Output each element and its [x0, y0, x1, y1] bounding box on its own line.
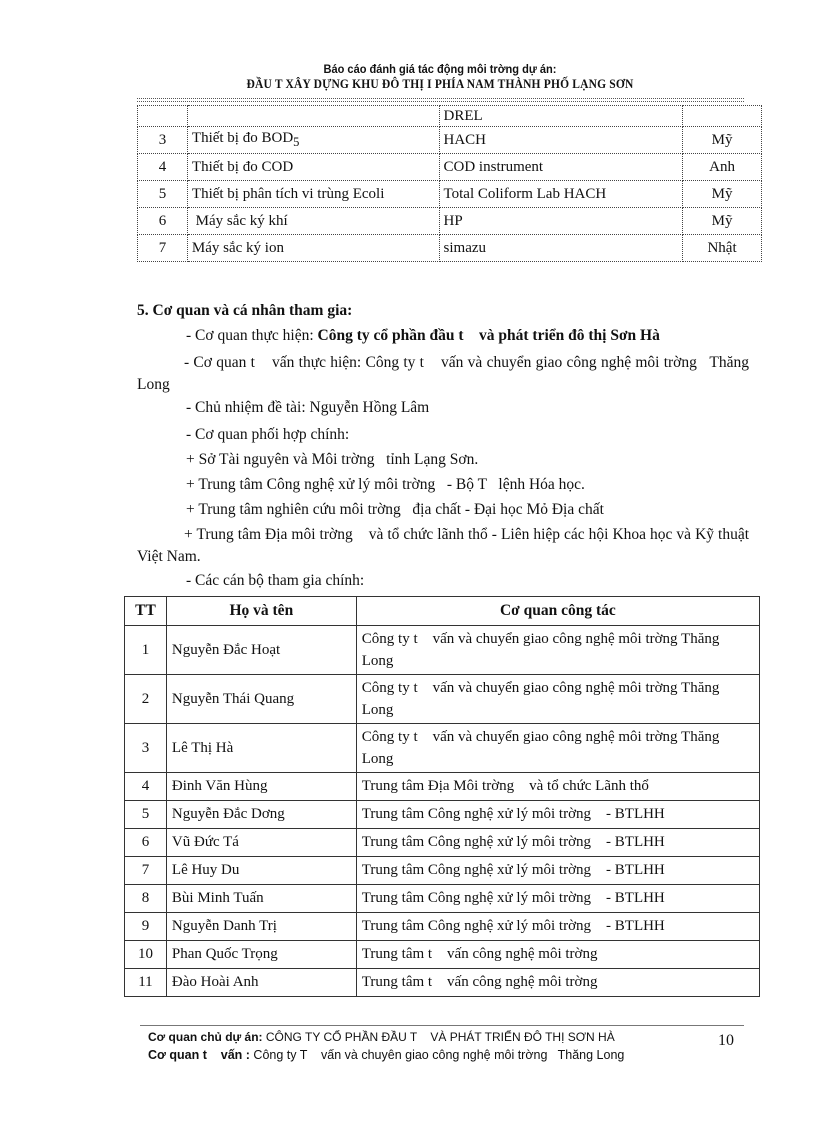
coord-item-3: + Trung tâm nghiên cứu môi trờng địa chất - Đại học Mỏ Địa chất: [186, 501, 604, 518]
equipment-model: HACH: [439, 127, 683, 154]
table-row: [138, 106, 762, 127]
equipment-num: 4: [138, 154, 188, 181]
table-row: [125, 857, 760, 885]
equipment-country: Mỹ: [683, 208, 762, 235]
staff-org: Trung tâm Công nghệ xử lý môi trờng - BTLHH: [356, 913, 759, 941]
staff-name: Đào Hoài Anh: [166, 969, 356, 997]
header-divider-2: [137, 101, 744, 102]
section-5-title: 5. Cơ quan và cá nhân tham gia:: [137, 302, 353, 319]
staff-org: Trung tâm Công nghệ xử lý môi trờng - BTLHH: [356, 801, 759, 829]
coord-item-2: + Trung tâm Công nghệ xử lý môi trờng - Bộ T lệnh Hóa học.: [186, 476, 585, 493]
equipment-country: Nhật: [683, 235, 762, 262]
header-divider-1: [137, 98, 744, 99]
table-row: [138, 127, 762, 154]
staff-tt: 6: [125, 829, 167, 857]
staff-name: Nguyễn Thái Quang: [166, 675, 356, 724]
table-row: [138, 154, 762, 181]
column-header-org: Cơ quan công tác: [356, 597, 759, 626]
equipment-country: Anh: [683, 154, 762, 181]
staff-org: Trung tâm Công nghệ xử lý môi trờng - BTLHH: [356, 857, 759, 885]
staff-name: Nguyễn Đắc Hoạt: [166, 626, 356, 675]
equipment-name: Thiết bị đo $BOD_5$: [187, 127, 439, 154]
footer-owner: Cơ quan chủ dự án: CÔNG TY CỔ PHẦN ĐẦU T VÀ PHÁT TRIỂN ĐÔ THỊ SƠN HÀ: [148, 1030, 615, 1044]
staff-tt: 11: [125, 969, 167, 997]
coord-item-1: + Sở Tài nguyên và Môi trờng tỉnh Lạng Sơn.: [186, 451, 479, 468]
equipment-num: 5: [138, 181, 188, 208]
header-line-1: Báo cáo đánh giá tác động môi trờng dự án:: [323, 62, 557, 76]
staff-tt: 9: [125, 913, 167, 941]
equipment-country: Mỹ: [683, 181, 762, 208]
equipment-name: Máy sắc ký khí: [187, 208, 439, 235]
equipment-model: simazu: [439, 235, 683, 262]
staff-tt: 10: [125, 941, 167, 969]
staff-name: Lê Huy Du: [166, 857, 356, 885]
table-row: [125, 675, 760, 724]
equipment-model: DREL: [439, 106, 683, 127]
staff-name: Phan Quốc Trọng: [166, 941, 356, 969]
table-row: [138, 208, 762, 235]
equipment-model: COD instrument: [439, 154, 683, 181]
equipment-num: 7: [138, 235, 188, 262]
equipment-name: Thiết bị phân tích vi trùng Ecoli: [187, 181, 439, 208]
staff-name: Nguyễn Danh Trị: [166, 913, 356, 941]
footer-divider: [140, 1025, 744, 1026]
staff-name: Bùi Minh Tuấn: [166, 885, 356, 913]
exec-agency: - Cơ quan thực hiện: Công ty cổ phần đầu t và phát triển đô thị Sơn Hà: [186, 327, 660, 344]
staff-tt: 2: [125, 675, 167, 724]
column-header-tt: TT: [125, 597, 167, 626]
equipment-num: 3: [138, 127, 188, 154]
table-row: [125, 941, 760, 969]
equipment-name: Thiết bị đo COD: [187, 154, 439, 181]
table-row: [138, 235, 762, 262]
staff-org: Trung tâm t vấn công nghệ môi trờng: [356, 969, 759, 997]
page-number: 10: [718, 1032, 734, 1049]
staff-tt: 4: [125, 773, 167, 801]
staff-org: Trung tâm t vấn công nghệ môi trờng: [356, 941, 759, 969]
table-row: [138, 181, 762, 208]
subscript: 5: [293, 135, 300, 149]
staff-org: Trung tâm Địa Môi trờng và tổ chức Lãnh thổ: [356, 773, 759, 801]
coord-title: - Cơ quan phối hợp chính:: [186, 426, 350, 443]
footer-consultant: Cơ quan t vấn : Công ty T vấn và chuyên giao công nghệ môi trờng Thăng Long: [148, 1048, 625, 1062]
staff-title: - Các cán bộ tham gia chính:: [186, 572, 365, 589]
column-header-name: Họ và tên: [166, 597, 356, 626]
equipment-country: Mỹ: [683, 127, 762, 154]
staff-table: [124, 596, 760, 997]
equipment-model: HP: [439, 208, 683, 235]
staff-tt: 5: [125, 801, 167, 829]
table-header-row: [125, 597, 760, 626]
equipment-name: Máy sắc ký ion: [187, 235, 439, 262]
equipment-table: [137, 105, 762, 262]
staff-tt: 8: [125, 885, 167, 913]
document-header: [164, 62, 716, 92]
equipment-num: 6: [138, 208, 188, 235]
staff-org: Công ty t vấn và chuyển giao công nghệ môi trờng Thăng Long: [356, 675, 759, 724]
staff-org: Trung tâm Công nghệ xử lý môi trờng - BTLHH: [356, 829, 759, 857]
table-row: [125, 724, 760, 773]
equipment-name: [187, 106, 439, 127]
table-row: [125, 829, 760, 857]
staff-name: Nguyễn Đắc Dơng: [166, 801, 356, 829]
table-row: [125, 801, 760, 829]
equipment-country: [683, 106, 762, 127]
staff-org: Công ty t vấn và chuyển giao công nghệ môi trờng Thăng Long: [356, 626, 759, 675]
staff-tt: 3: [125, 724, 167, 773]
consult-agency: - Cơ quan t vấn thực hiện: Công ty t vấn và chuyển giao công nghệ môi trờng Thăng Long: [137, 354, 753, 393]
staff-tt: 7: [125, 857, 167, 885]
project-lead: - Chủ nhiệm đề tài: Nguyễn Hồng Lâm: [186, 399, 430, 416]
equipment-num: [138, 106, 188, 127]
staff-name: Đinh Văn Hùng: [166, 773, 356, 801]
staff-org: Trung tâm Công nghệ xử lý môi trờng - BTLHH: [356, 885, 759, 913]
equipment-model: Total Coliform Lab HACH: [439, 181, 683, 208]
table-row: [125, 885, 760, 913]
staff-name: Vũ Đức Tá: [166, 829, 356, 857]
table-row: [125, 626, 760, 675]
table-row: [125, 773, 760, 801]
staff-name: Lê Thị Hà: [166, 724, 356, 773]
staff-org: Công ty t vấn và chuyển giao công nghệ môi trờng Thăng Long: [356, 724, 759, 773]
staff-tt: 1: [125, 626, 167, 675]
coord-item-4: + Trung tâm Địa môi trờng và tổ chức lãnh thổ - Liên hiệp các hội Khoa học và Kỹ thuật Việt Nam.: [137, 526, 753, 565]
header-line-2: ĐẦU T XÂY DỰNG KHU ĐÔ THỊ I PHÍA NAM THÀNH PHỐ LẠNG SƠN: [246, 77, 634, 91]
table-row: [125, 969, 760, 997]
table-row: [125, 913, 760, 941]
